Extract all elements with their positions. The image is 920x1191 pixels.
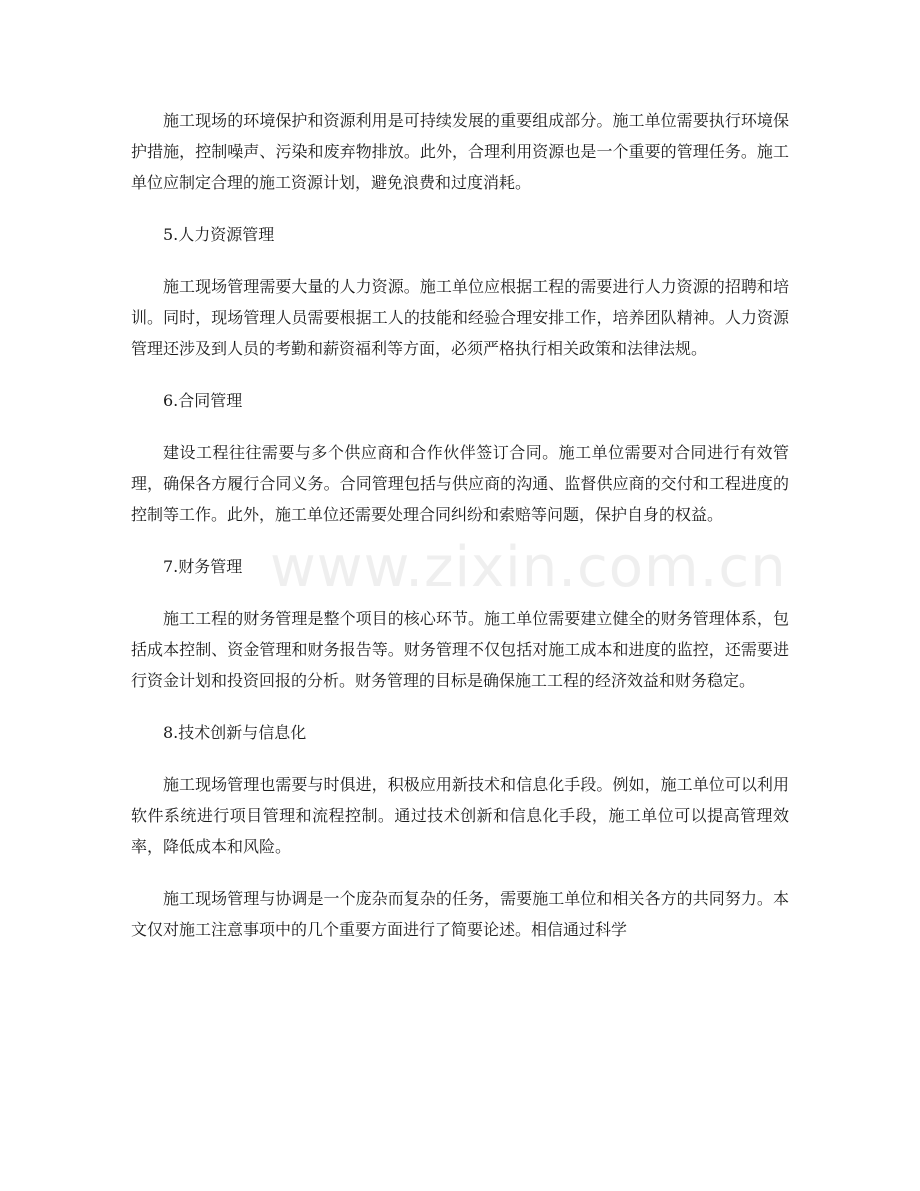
heading-human-resources: 5.人力资源管理 [163, 225, 275, 244]
watermark-text: www.zixin.com.cn [270, 535, 787, 600]
paragraph-financial-management: 施工工程的财务管理是整个项目的核心环节。施工单位需要建立健全的财务管理体系，包括成本控制、资金管理和财务报告等。财务管理不仅包括对施工成本和进度的监控，还需要进行资金计划和投资回报的分析。财务管理的目标是确保施工工程的经济效益和财务稳定。 [131, 609, 789, 690]
paragraph-human-resources: 施工现场管理需要大量的人力资源。施工单位应根据工程的需要进行人力资源的招聘和培训。同时，现场管理人员需要根据工人的技能和经验合理安排工作，培养团队精神。人力资源管理还涉及到人员的考勤和薪资福利等方面，必须严格执行相关政策和法律法规。 [131, 277, 789, 358]
document-body [131, 105, 789, 966]
paragraph-technology-innovation: 施工现场管理也需要与时俱进，积极应用新技术和信息化手段。例如，施工单位可以利用软件系统进行项目管理和流程控制。通过技术创新和信息化手段，施工单位可以提高管理效率，降低成本和风险。 [131, 775, 789, 856]
paragraph-contract-management: 建设工程往往需要与多个供应商和合作伙伴签订合同。施工单位需要对合同进行有效管理，确保各方履行合同义务。合同管理包括与供应商的沟通、监督供应商的交付和工程进度的控制等工作。此外，施工单位还需要处理合同纠纷和索赔等问题，保护自身的权益。 [131, 443, 789, 524]
heading-contract-management: 6.合同管理 [163, 391, 243, 410]
heading-financial-management: 7.财务管理 [163, 557, 243, 576]
heading-technology-innovation: 8.技术创新与信息化 [163, 723, 307, 742]
paragraph-environment: 施工现场的环境保护和资源利用是可持续发展的重要组成部分。施工单位需要执行环境保护措施，控制噪声、污染和废弃物排放。此外，合理利用资源也是一个重要的管理任务。施工单位应制定合理的施工资源计划，避免浪费和过度消耗。 [131, 111, 789, 192]
paragraph-conclusion: 施工现场管理与协调是一个庞杂而复杂的任务，需要施工单位和相关各方的共同努力。本文仅对施工注意事项中的几个重要方面进行了简要论述。相信通过科学 [131, 889, 789, 939]
